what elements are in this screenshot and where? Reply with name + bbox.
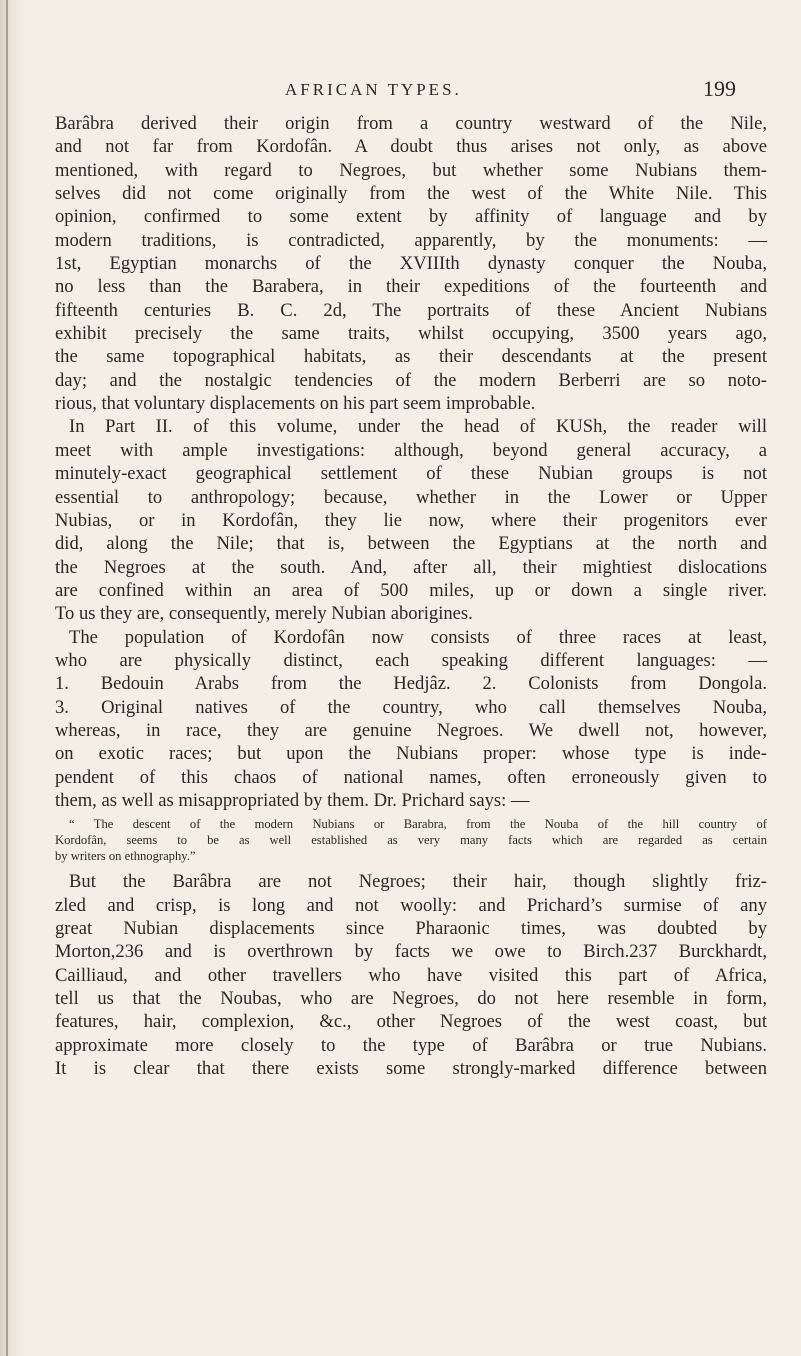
- text-line: fifteenth centuries B. C. 2d, The portraits of these Ancient Nubians: [55, 299, 767, 321]
- text-line: the Negroes at the south. And, after all, their mightiest dislocations: [55, 556, 767, 578]
- text-line: Morton,236 and is overthrown by facts we owe to Birch.237 Burckhardt,: [55, 941, 767, 963]
- page-body: [55, 112, 767, 1080]
- text-line: exhibit precisely the same traits, whilst occupying, 3500 years ago,: [55, 323, 767, 345]
- text-line: whereas, in race, they are genuine Negroes. We dwell not, however,: [55, 719, 767, 741]
- text-line: them, as well as misappropriated by them. Dr. Prichard says: —: [55, 789, 530, 811]
- paragraph-1: [55, 112, 767, 415]
- text-line: It is clear that there exists some strongly-marked difference between: [55, 1058, 767, 1080]
- text-line: essential to anthropology; because, whether in the Lower or Upper: [55, 486, 767, 508]
- text-line: who are physically distinct, each speaking different languages: —: [55, 649, 767, 671]
- quote-line: Kordofân, seems to be as well established as very many facts which are regarded as certain: [55, 833, 767, 848]
- page-header: [0, 76, 801, 106]
- paragraph-4: [55, 870, 767, 1080]
- text-line: 1st, Egyptian monarchs of the XVIIIth dynasty conquer the Nouba,: [55, 253, 767, 275]
- text-line: Barâbra derived their origin from a country westward of the Nile,: [55, 113, 767, 134]
- binding-edge: [6, 0, 8, 1356]
- running-title: AFRICAN TYPES.: [285, 80, 462, 99]
- text-line: are confined within an area of 500 miles, up or down a single river.: [55, 579, 767, 601]
- quote-line: by writers on ethnography.”: [55, 849, 196, 864]
- text-line: 1. Bedouin Arabs from the Hedjâz. 2. Colonists from Dongola.: [55, 673, 767, 695]
- text-line: 3. Original natives of the country, who call themselves Nouba,: [55, 696, 767, 718]
- text-line: on exotic races; but upon the Nubians proper: whose type is inde-: [55, 743, 767, 765]
- text-line: approximate more closely to the type of Barâbra or true Nubians.: [55, 1034, 767, 1056]
- page-gutter-shadow: [0, 0, 26, 1356]
- text-line: Nubias, or in Kordofân, they lie now, where their progenitors ever: [55, 509, 767, 531]
- text-line: mentioned, with regard to Negroes, but whether some Nubians them-: [55, 159, 767, 181]
- block-quote: [55, 816, 767, 864]
- text-line: But the Barâbra are not Negroes; their hair, though slightly friz-: [69, 871, 767, 893]
- text-line: modern traditions, is contradicted, apparently, by the monuments: —: [55, 229, 767, 251]
- text-line: did, along the Nile; that is, between the Egyptians at the north and: [55, 533, 767, 555]
- text-line: To us they are, consequently, merely Nubian aborigines.: [55, 603, 473, 625]
- quote-line: “ The descent of the modern Nubians or Barabra, from the Nouba of the hill country of: [69, 817, 767, 832]
- paragraph-2: [55, 415, 767, 625]
- page-number: 199: [703, 76, 736, 101]
- text-line: meet with ample investigations: although, beyond general accuracy, a: [55, 439, 767, 461]
- text-line: selves did not come originally from the west of the White Nile. This: [55, 183, 767, 205]
- text-line: rious, that voluntary displacements on his part seem improbable.: [55, 393, 536, 415]
- text-line: pendent of this chaos of national names, often erroneously given to: [55, 766, 767, 788]
- text-line: features, hair, complexion, &c., other Negroes of the west coast, but: [55, 1011, 767, 1033]
- text-line: day; and the nostalgic tendencies of the modern Berberri are so noto-: [55, 369, 767, 391]
- text-line: and not far from Kordofân. A doubt thus arises not only, as above: [55, 136, 767, 158]
- text-line: The population of Kordofân now consists of three races at least,: [69, 626, 767, 648]
- text-line: zled and crisp, is long and not woolly: and Prichard’s surmise of any: [55, 894, 767, 916]
- paragraph-3: [55, 626, 767, 813]
- text-line: minutely-exact geographical settlement of these Nubian groups is not: [55, 463, 767, 485]
- text-line: opinion, confirmed to some extent by affinity of language and by: [55, 206, 767, 228]
- text-line: no less than the Barabera, in their expeditions of the fourteenth and: [55, 276, 767, 298]
- text-line: In Part II. of this volume, under the head of KUSh, the reader will: [69, 416, 767, 438]
- text-line: Cailliaud, and other travellers who have visited this part of Africa,: [55, 964, 767, 986]
- text-line: great Nubian displacements since Pharaonic times, was doubted by: [55, 918, 767, 939]
- text-line: tell us that the Noubas, who are Negroes, do not here resemble in form,: [55, 988, 767, 1010]
- text-line: the same topographical habitats, as their descendants at the present: [55, 346, 767, 368]
